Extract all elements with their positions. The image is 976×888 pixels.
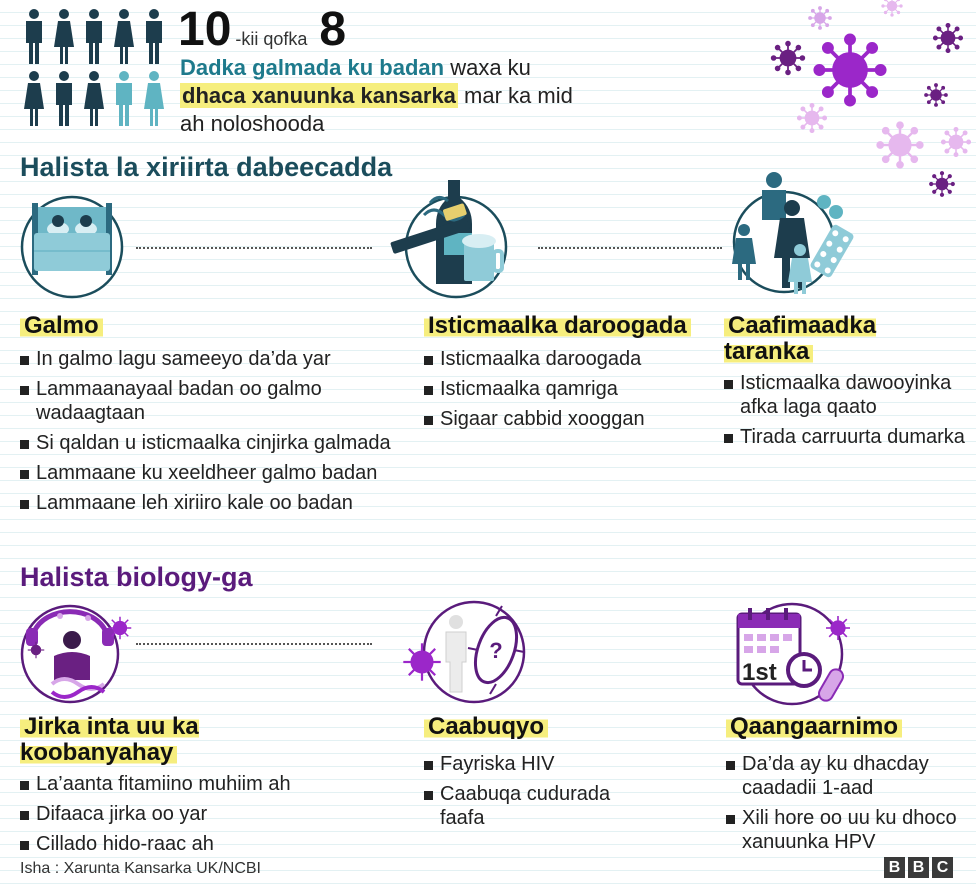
list-item: Difaaca jirka oo yar [20,802,420,826]
people-pictogram [22,8,172,128]
infection-icon [384,600,544,710]
intro-mid: waxa ku [444,55,531,80]
category-title: Caabuqyo [424,714,720,740]
category-list [724,371,972,449]
list-item: Lammaane leh xiriiro kale oo badan [20,491,420,515]
category-list [424,347,720,431]
category-title: Caafimaadka taranka [724,312,877,365]
intro-text [180,54,600,138]
stat-number-b: 8 [319,3,347,56]
body-icon [16,592,146,710]
category-galmo [20,313,420,521]
category-title: Jirka inta uu ka koobanyahay [20,713,199,766]
list-item: Cillado hido-raac ah [20,832,420,856]
logo-letter: C [932,857,953,878]
category-list [726,752,966,854]
divider-line [136,643,372,645]
list-item: Fayriska HIV [424,752,644,776]
list-item: Si qaldan u isticmaalka cinjirka galmada [20,431,420,455]
biology-section-title: Halista biology-ga [20,562,253,592]
logo-letter: B [884,857,905,878]
list-item: Isticmaalka daroogada [424,347,720,371]
logo-letter: B [908,857,929,878]
intro-highlight: dhaca xanuunka kansarka [182,83,456,108]
affected-people [24,9,162,126]
list-item: Tirada carruurta dumarka [724,425,972,449]
stat-number-a: 10 [178,3,232,56]
list-item: Xili hore oo uu ku dhoco xanuunka HPV [726,806,966,854]
category-caabuqyo [424,714,720,836]
drugs-icon [384,175,514,300]
calendar-icon [726,600,866,710]
list-item: Da’da ay ku dhacday caadadii 1-aad [726,752,966,800]
unaffected-people [116,71,164,126]
list-item: Caabuqa cudurada faafa [424,782,644,830]
category-caafimaadka-taranka [724,313,972,455]
category-isticmaalka-daroogada [424,313,720,437]
divider-line [538,247,722,249]
list-item: Isticmaalka qamriga [424,377,720,401]
calendar-label: 1st [742,659,777,686]
source-text: Isha : Xarunta Kansarka UK/NCBI [20,860,261,877]
category-title: Qaangaarnimo [726,714,966,740]
list-item: Lammaane ku xeeldheer galmo badan [20,461,420,485]
behavior-section-title: Halista la xiriirta dabeecadda [20,152,393,182]
list-item: Isticmaalka dawooyinka afka laga qaato [724,371,972,419]
family-icon [726,168,866,300]
list-item: Lammaanayaal badan oo galmo wadaagtaan [20,377,420,425]
statistic-headline [178,3,347,56]
intro-teal: Dadka galmada ku badan [180,55,445,80]
category-list [20,772,420,856]
category-list [20,347,420,515]
stat-connector: -kii qofka [235,29,308,49]
category-jirka [20,714,420,862]
virus-icon [814,34,885,105]
bed-icon [20,195,125,300]
list-item: In galmo lagu sameeyo da’da yar [20,347,420,371]
category-qaangaarnimo [726,714,966,860]
divider-line [136,247,372,249]
bbc-logo [884,857,953,878]
intro-end: mar ka mid ah noloshooda [180,83,573,136]
list-item: Sigaar cabbid xooggan [424,407,720,431]
category-title: Galmo [20,313,420,339]
category-title: Isticmaalka daroogada [424,313,720,339]
infection-label: ? [489,638,503,663]
list-item: La’aanta fitamiino muhiim ah [20,772,420,796]
category-list [424,752,644,830]
